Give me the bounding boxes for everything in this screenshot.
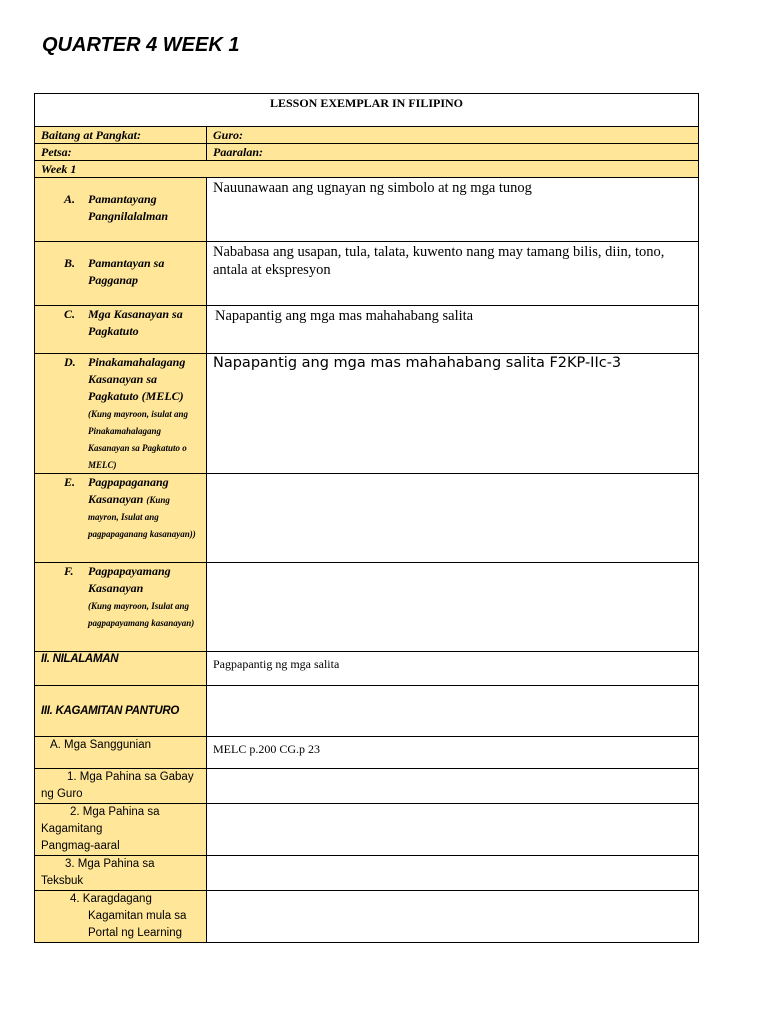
petsa-label: Petsa: xyxy=(35,144,207,161)
resource-value-3[interactable] xyxy=(207,856,699,891)
paaralan-label: Paaralan: xyxy=(207,144,699,161)
nilalaman-row xyxy=(35,652,699,686)
resource-label-3: 3. Mga Pahina sa Teksbuk xyxy=(35,856,207,891)
nilalaman-label: II. NILALAMAN xyxy=(35,652,207,686)
lesson-exemplar-table xyxy=(34,93,699,943)
petsa-row xyxy=(35,144,699,161)
objective-title: Mga Kasanayan sa Pagkatuto xyxy=(88,307,183,338)
kagamitan-row xyxy=(35,686,699,737)
objective-title: Pinakamahalagang Kasanayan sa Pagkatuto (MELC) xyxy=(88,355,186,403)
table-title: LESSON EXEMPLAR IN FILIPINO xyxy=(35,94,699,127)
objective-value-d[interactable]: Napapantig ang mga mas mahahabang salita F2KP-IIc-3 xyxy=(207,354,699,474)
week-label: Week 1 xyxy=(35,161,699,178)
objective-title: Pamantayan sa Pagganap xyxy=(88,256,165,287)
sanggunian-row xyxy=(35,737,699,769)
resource-value-2[interactable] xyxy=(207,804,699,856)
resource-label-2: 2. Mga Pahina sa Kagamitang Pangmag-aaral xyxy=(35,804,207,856)
objective-note: (Kung mayroon, isulat ang Pinakamahalagang Kasanayan sa Pagkatuto o MELC) xyxy=(88,409,189,470)
sanggunian-label: A. Mga Sanggunian xyxy=(35,737,207,769)
sanggunian-value[interactable]: MELC p.200 CG.p 23 xyxy=(207,737,699,769)
guro-label: Guro: xyxy=(207,127,699,144)
kagamitan-value[interactable] xyxy=(207,686,699,737)
objective-row-f xyxy=(35,563,699,652)
objective-value-e[interactable] xyxy=(207,474,699,563)
objective-label-a: A. Pamantayang Pangnilalalman xyxy=(35,178,207,242)
objective-row-a xyxy=(35,178,699,242)
objective-label-c: C. Mga Kasanayan sa Pagkatuto xyxy=(35,306,207,354)
objective-note: (Kung mayron, Isulat ang pagpapaganang kasanayan)) xyxy=(88,495,196,539)
objective-value-c[interactable]: Napapantig ang mga mas mahahabang salita xyxy=(207,306,699,354)
kagamitan-label: III. KAGAMITAN PANTURO xyxy=(35,686,207,737)
objective-label-d: D. Pinakamahalagang Kasanayan sa Pagkatuto (MELC) (Kung mayroon, isulat ang Pinakamahalagang Kasanayan sa Pagkatuto o MELC) xyxy=(35,354,207,474)
resource-row xyxy=(35,891,699,943)
objective-row-b xyxy=(35,242,699,306)
objective-label-f: F. Pagpapayamang Kasanayan (Kung mayroon, Isulat ang pagpapayamang kasanayan) xyxy=(35,563,207,652)
resource-value-4[interactable] xyxy=(207,891,699,943)
resource-row xyxy=(35,856,699,891)
objective-title: Pagpapayamang Kasanayan xyxy=(88,564,171,595)
baitang-label: Baitang at Pangkat: xyxy=(35,127,207,144)
objective-row-d xyxy=(35,354,699,474)
objective-note: (Kung mayroon, Isulat ang pagpapayamang kasanayan) xyxy=(88,601,195,628)
resource-label-1: 1. Mga Pahina sa Gabay ng Guro xyxy=(35,769,207,804)
resource-label-4: 4. Karagdagang Kagamitan mula sa Portal ng Learning xyxy=(35,891,207,943)
objective-value-b[interactable]: Nababasa ang usapan, tula, talata, kuwento nang may tamang bilis, diin, tono, antala at ekspresyon xyxy=(207,242,699,306)
objective-row-c xyxy=(35,306,699,354)
resource-row xyxy=(35,804,699,856)
baitang-row xyxy=(35,127,699,144)
objective-title: Pagpapaganang Kasanayan xyxy=(88,475,169,506)
objective-row-e xyxy=(35,474,699,563)
objective-value-f[interactable] xyxy=(207,563,699,652)
objective-label-e: E. Pagpapaganang Kasanayan (Kung mayron, Isulat ang pagpapaganang kasanayan)) xyxy=(35,474,207,563)
objective-title: Pamantayang Pangnilalalman xyxy=(88,192,169,223)
nilalaman-value[interactable]: Pagpapantig ng mga salita xyxy=(207,652,699,686)
objective-value-a[interactable]: Nauunawaan ang ugnayan ng simbolo at ng mga tunog xyxy=(207,178,699,242)
table-title-row xyxy=(35,94,699,127)
page-heading: QUARTER 4 WEEK 1 xyxy=(42,34,240,56)
resource-value-1[interactable] xyxy=(207,769,699,804)
objective-label-b: B. Pamantayan sa Pagganap xyxy=(35,242,207,306)
week-row xyxy=(35,161,699,178)
resource-row xyxy=(35,769,699,804)
